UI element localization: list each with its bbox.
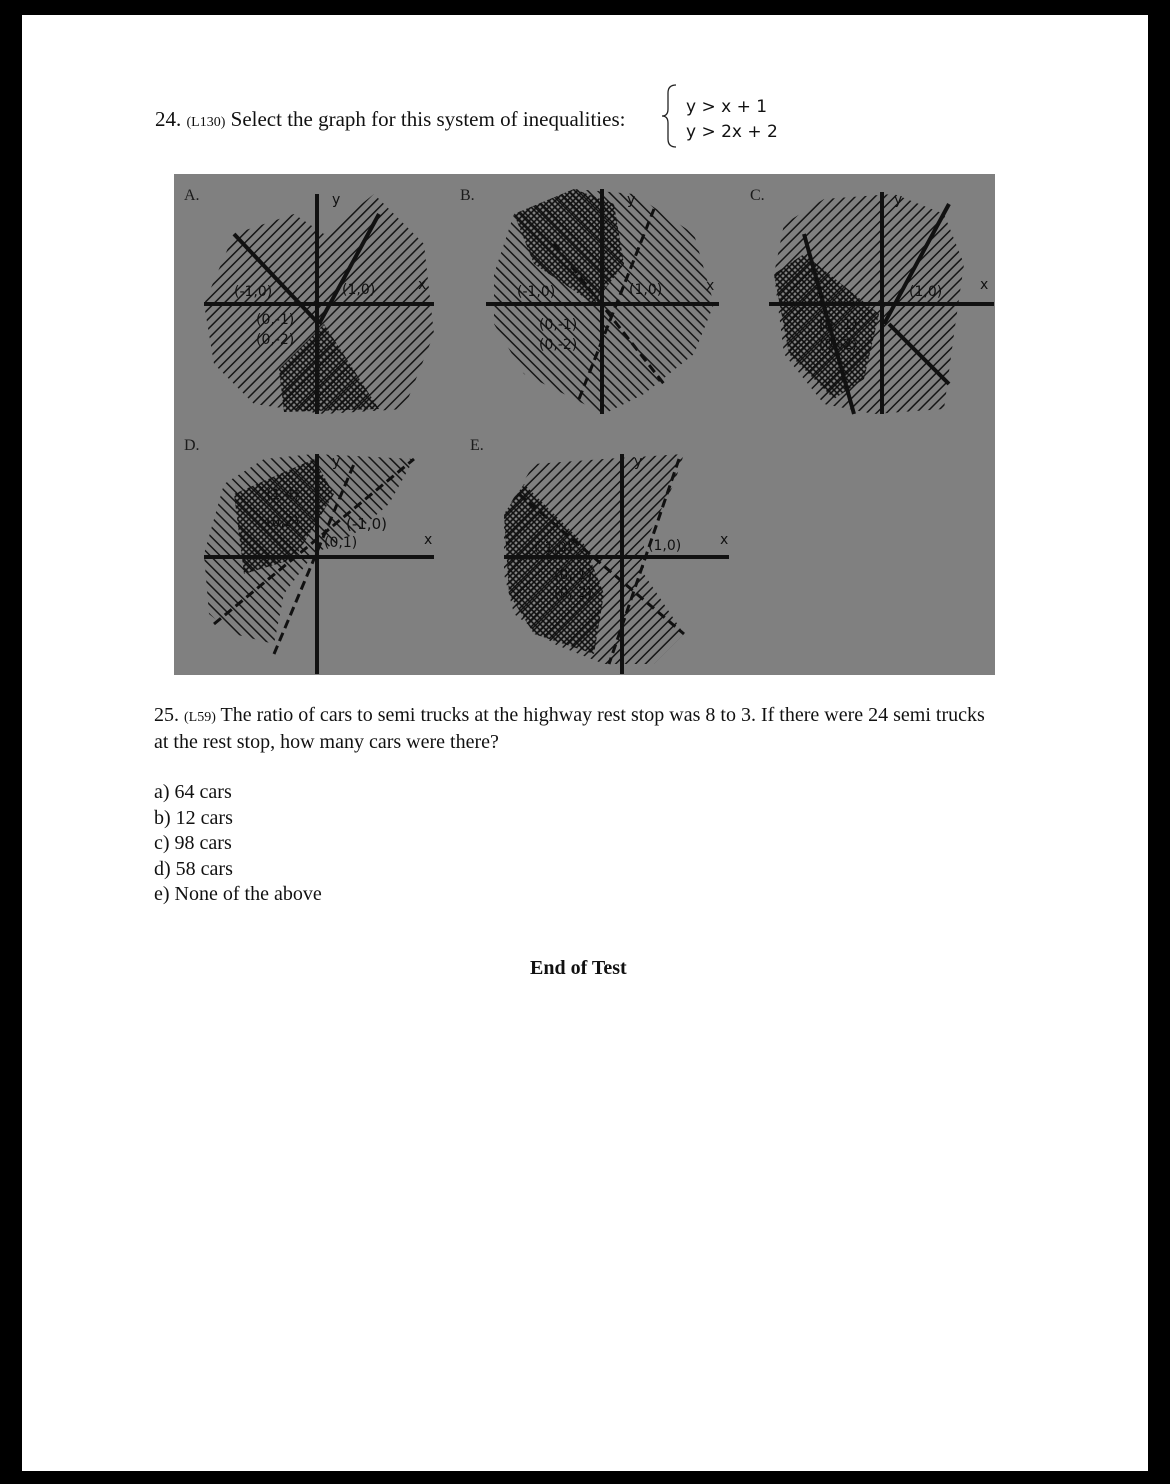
axis-label-x: x [418,277,427,293]
panel-letter-a: A. [184,187,200,204]
question-25 [154,703,1004,755]
question-24 [155,107,625,132]
point-label: (1,0) [629,282,663,298]
option-c: c) 98 cars [154,832,232,854]
inequality-1: y > x + 1 [686,97,768,117]
point-label: (0,-1) [554,567,593,583]
question-text: Select the graph for this system of inequalities: [230,107,626,131]
axis-label-y: y [894,192,903,208]
panel-letter-d: D. [184,437,200,454]
point-label: (1,0) [648,538,682,554]
axis-label-x: x [706,278,715,294]
point-label: (-1,0) [234,284,273,300]
point-label: (0,-1) [539,317,578,333]
option-b: b) 12 cars [154,806,233,829]
question-number: 24. [155,107,182,131]
question-text: The ratio of cars to semi trucks at the highway rest stop was 8 to 3. If there were 24 semi trucks at the rest stop, how many cars were there? [154,704,985,753]
point-label: (-1,0) [534,540,573,556]
end-of-test: End of Test [530,957,627,979]
question-number: 25. [154,704,179,726]
graph-choices-svg [174,174,995,675]
point-label: (0,-2) [819,337,858,353]
axis-label-y: y [332,192,341,208]
answer-options [154,780,322,908]
point-label: (0,-2) [539,337,578,353]
axis-label-y: y [634,454,643,470]
point-label: (0,-2) [554,585,593,601]
point-label: (1,0) [342,282,376,298]
option-e: e) None of the above [154,883,322,905]
option-a: a) 64 cars [154,781,232,803]
graph-choices-figure [174,174,995,675]
point-label: (0,1) [324,535,358,551]
question-code: (L130) [186,115,226,130]
axis-label-x: x [720,532,729,548]
axis-label-y: y [627,192,636,208]
point-label: (-1,0) [346,515,387,533]
question-code: (L59) [184,710,216,725]
graph-b [486,189,719,414]
test-page [22,15,1148,1471]
point-label: (0,-1) [819,317,858,333]
graph-d [204,454,434,674]
brace-icon [662,81,684,151]
point-label: (1,0) [909,284,943,300]
option-d: d) 58 cars [154,857,233,880]
inequality-system [686,95,778,145]
axis-label-y: y [332,454,341,470]
point-label: (0,-2) [256,332,295,348]
panel-letter-c: C. [750,187,765,204]
point-label: (0,-1) [256,312,295,328]
graph-e [504,454,729,674]
axis-label-x: x [980,277,989,293]
point-label: (-1,0) [517,284,556,300]
graph-a [204,192,434,414]
panel-letter-e: E. [470,437,484,454]
inequality-2: y > 2x + 2 [686,122,778,142]
graph-c [769,192,994,414]
point-label: (0,2) [266,514,300,530]
axis-label-x: x [424,532,433,548]
point-label: (1,4) [266,487,300,503]
panel-letter-b: B. [460,187,475,204]
